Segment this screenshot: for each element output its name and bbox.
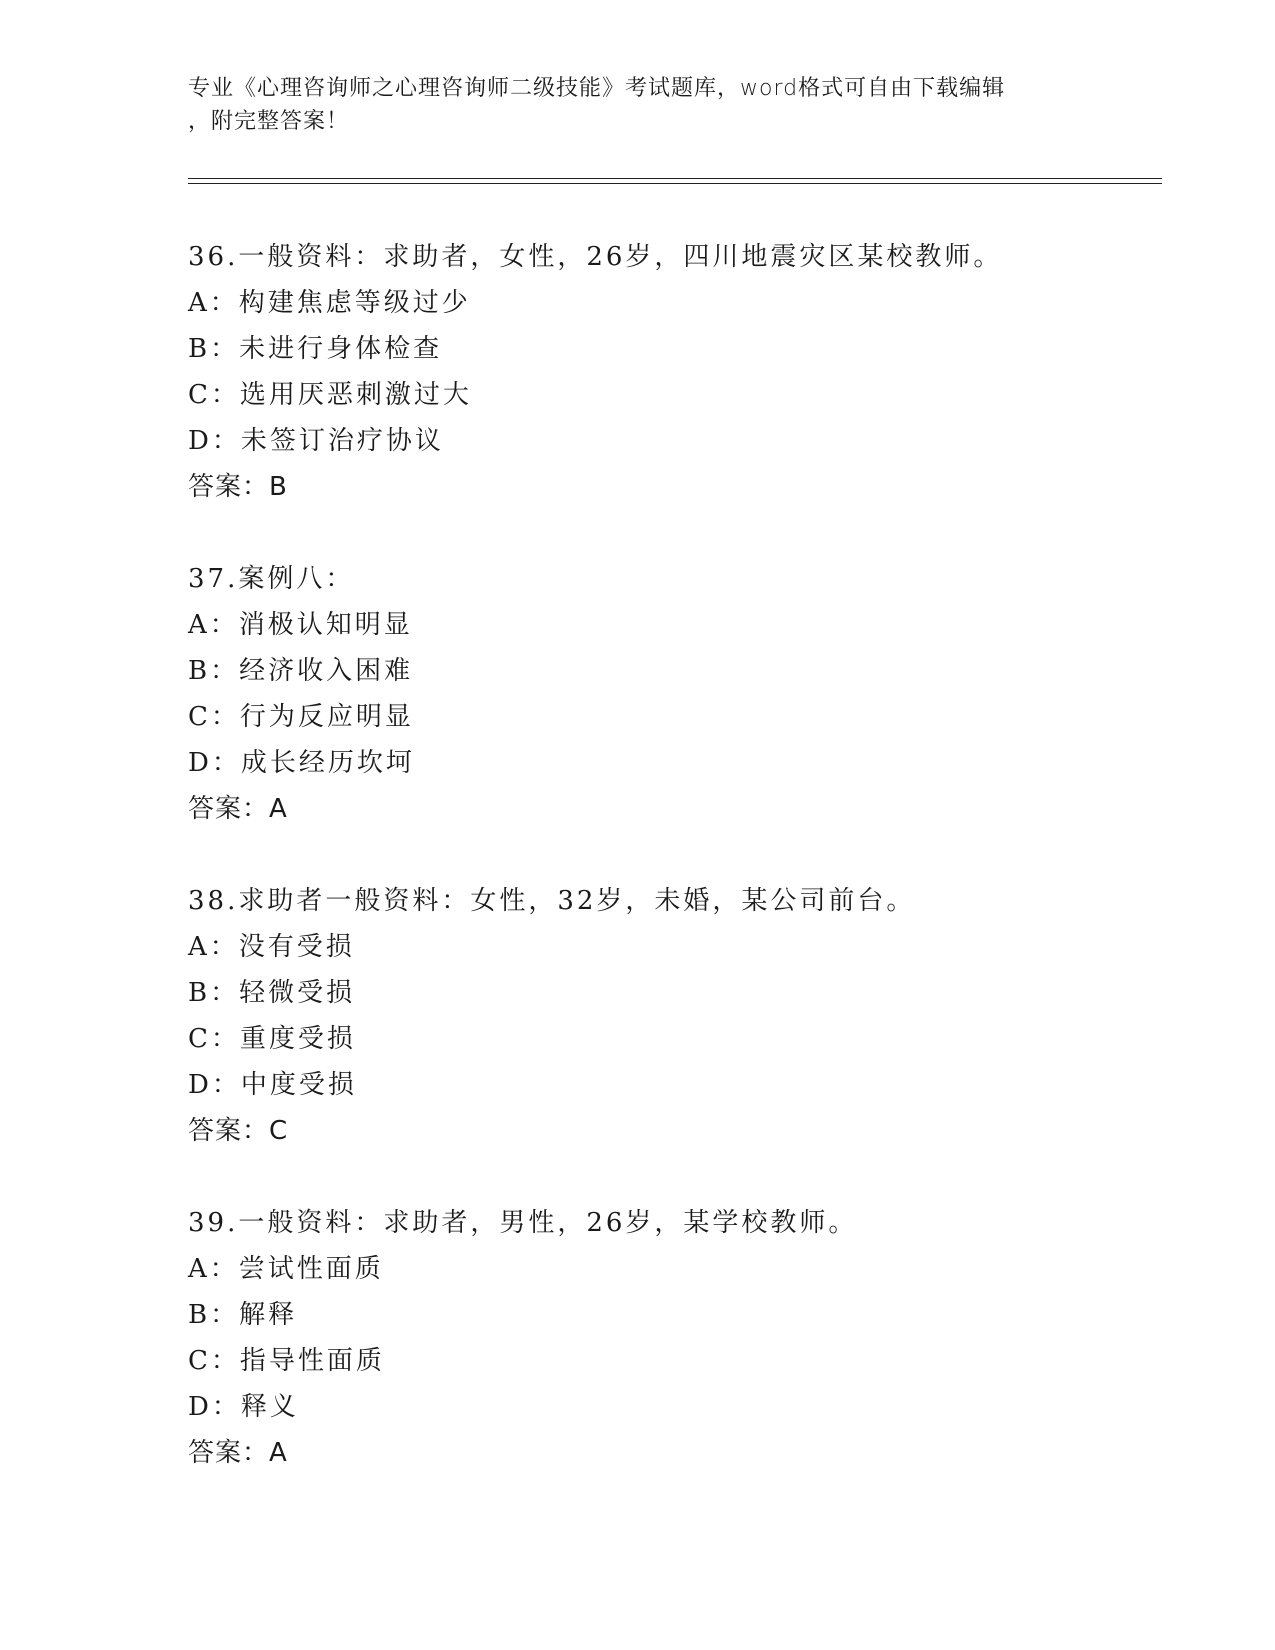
question-stem: 39.一般资料：求助者，男性，26岁，某学校教师。 (188, 1208, 858, 1238)
option-c: C：行为反应明显 (188, 702, 414, 732)
question-39 (188, 1200, 1162, 1476)
option-a: A：构建焦虑等级过少 (188, 288, 471, 318)
answer-value: A (269, 794, 288, 824)
option-d: D：未签订治疗协议 (188, 426, 444, 456)
question-list (188, 234, 1162, 1522)
header-line-1: 专业《心理咨询师之心理咨询师二级技能》考试题库，word格式可自由下载编辑 (188, 76, 1006, 101)
answer-line (188, 1108, 1162, 1154)
answer-label: 答案： (188, 1438, 270, 1468)
header-line-2: ，附完整答案！ (188, 109, 350, 134)
answer-label: 答案： (188, 472, 270, 502)
answer-value: B (269, 472, 288, 502)
question-38 (188, 878, 1162, 1154)
answer-line (188, 786, 1162, 832)
option-d: D：成长经历坎坷 (188, 748, 415, 778)
option-a: A：消极认知明显 (188, 610, 413, 640)
question-36 (188, 234, 1162, 510)
option-b: B：未进行身体检查 (188, 334, 443, 364)
option-c: C：选用厌恶刺激过大 (188, 380, 472, 410)
option-d: D：中度受损 (188, 1070, 357, 1100)
question-37 (188, 556, 1162, 832)
question-stem: 37.案例八： (188, 564, 355, 594)
question-stem: 38.求助者一般资料：女性，32岁，未婚，某公司前台。 (188, 886, 916, 916)
answer-line (188, 464, 1162, 510)
answer-value: C (269, 1116, 289, 1146)
document-header (188, 72, 1068, 138)
answer-label: 答案： (188, 794, 270, 824)
option-d: D：释义 (188, 1392, 299, 1422)
option-b: B：经济收入困难 (188, 656, 414, 686)
option-a: A：没有受损 (188, 932, 355, 962)
question-stem: 36.一般资料：求助者，女性，26岁，四川地震灾区某校教师。 (188, 242, 1003, 272)
option-a: A：尝试性面质 (188, 1254, 384, 1284)
header-double-rule (188, 178, 1162, 184)
answer-label: 答案： (188, 1116, 270, 1146)
answer-value: A (269, 1438, 288, 1468)
option-c: C：指导性面质 (188, 1346, 385, 1376)
answer-line (188, 1430, 1162, 1476)
option-b: B：解释 (188, 1300, 298, 1330)
option-c: C：重度受损 (188, 1024, 356, 1054)
option-b: B：轻微受损 (188, 978, 356, 1008)
